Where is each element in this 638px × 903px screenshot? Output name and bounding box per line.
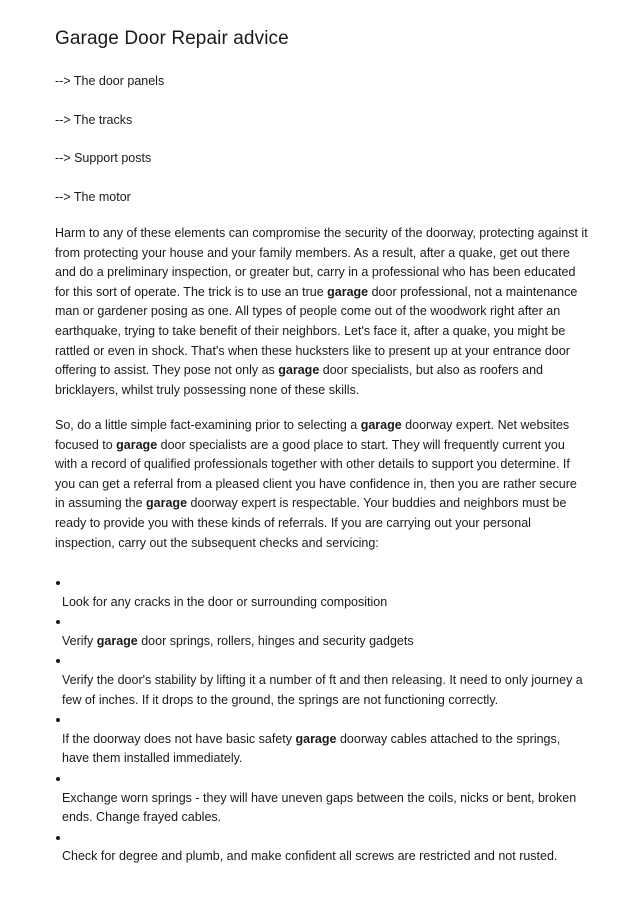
keyword-garage: garage (116, 437, 158, 452)
list-item-text: Look for any cracks in the door or surrounding composition (62, 594, 388, 609)
bullet-icon (55, 769, 65, 789)
list-item-text: Check for degree and plumb, and make confident all screws are restricted and not rusted. (62, 849, 558, 864)
paragraph-text: Harm to any of these elements can compromise the security of the doorway, protecting against it from protecting your house and your family members. As a result, after a quake, get out there and do a preliminary inspection, or greater but, carry in a professional who has been educated for this sort of operate. The trick is to use an true (55, 226, 588, 299)
bullet-icon (55, 710, 65, 730)
bullet-icon (55, 651, 65, 671)
list-item-text: Exchange worn springs - they will have uneven gaps between the coils, nicks or bent, broken ends. Change frayed cables. (62, 790, 577, 825)
list-item (55, 612, 590, 651)
paragraph-text: doorway expert. Net websites focused to (55, 418, 570, 452)
list-item-text: Verify garage door springs, rollers, hinges and security gadgets (62, 633, 414, 648)
paragraph-text: So, do a little simple fact-examining prior to selecting a (55, 418, 361, 432)
list-item (55, 828, 590, 867)
keyword-garage: garage (360, 418, 402, 432)
bullet-icon (55, 828, 65, 848)
paragraph-text: door professional, not a maintenance man or gardener posing as one. All types of people come out of the woodwork right after an earthquake, trying to take benefit of their neighbors. Let's face it, after a quake, you might be rattled or even in shock. That's when these hucksters like to present up at your entrance door offering to assist. They pose not only as (55, 284, 578, 378)
keyword-garage: garage (146, 496, 188, 511)
paragraph-text: door specialists, but also as roofers and bricklayers, whilst truly possessing none of these skills. (55, 363, 544, 397)
list-item-text: Verify the door's stability by lifting it a number of ft and then releasing. It need to only journey a few of inches. If it drops to the ground, the springs are not functioning correctly. (62, 672, 583, 707)
paragraph-earthquake-damage (55, 224, 590, 400)
paragraph-text: doorway expert is respectable. Your buddies and neighbors must be ready to provide you with these kinds of referrals. If you are carrying out your personal inspection, carry out the subsequent checks and servicing: (55, 496, 567, 550)
inspection-bullet-list (55, 573, 590, 867)
list-item-text: If the doorway does not have basic safety garage doorway cables attached to the springs, have them installed immediately. (62, 731, 561, 766)
paragraph-text: door specialists are a good place to start. They will frequently current you with a record of qualified professionals together with other details to support you determine. If you can get a referral from a pleased client you have confidence in, then you are rather secure in assuming the (55, 437, 577, 511)
checklist-item-support-posts: --> Support posts (55, 151, 152, 165)
checklist-item-door-panels: --> The door panels (55, 74, 165, 88)
checklist-item-motor: --> The motor (55, 190, 131, 204)
keyword-garage: garage (327, 284, 369, 299)
bullet-icon (55, 612, 65, 632)
list-item (55, 769, 590, 828)
list-item (55, 651, 590, 710)
list-item (55, 710, 590, 769)
checklist-item-tracks: --> The tracks (55, 113, 133, 127)
paragraph-selecting-expert (55, 416, 590, 553)
list-item (55, 573, 590, 612)
page-title: Garage Door Repair advice (55, 28, 289, 49)
keyword-garage: garage (278, 363, 320, 378)
bullet-icon (55, 573, 65, 593)
